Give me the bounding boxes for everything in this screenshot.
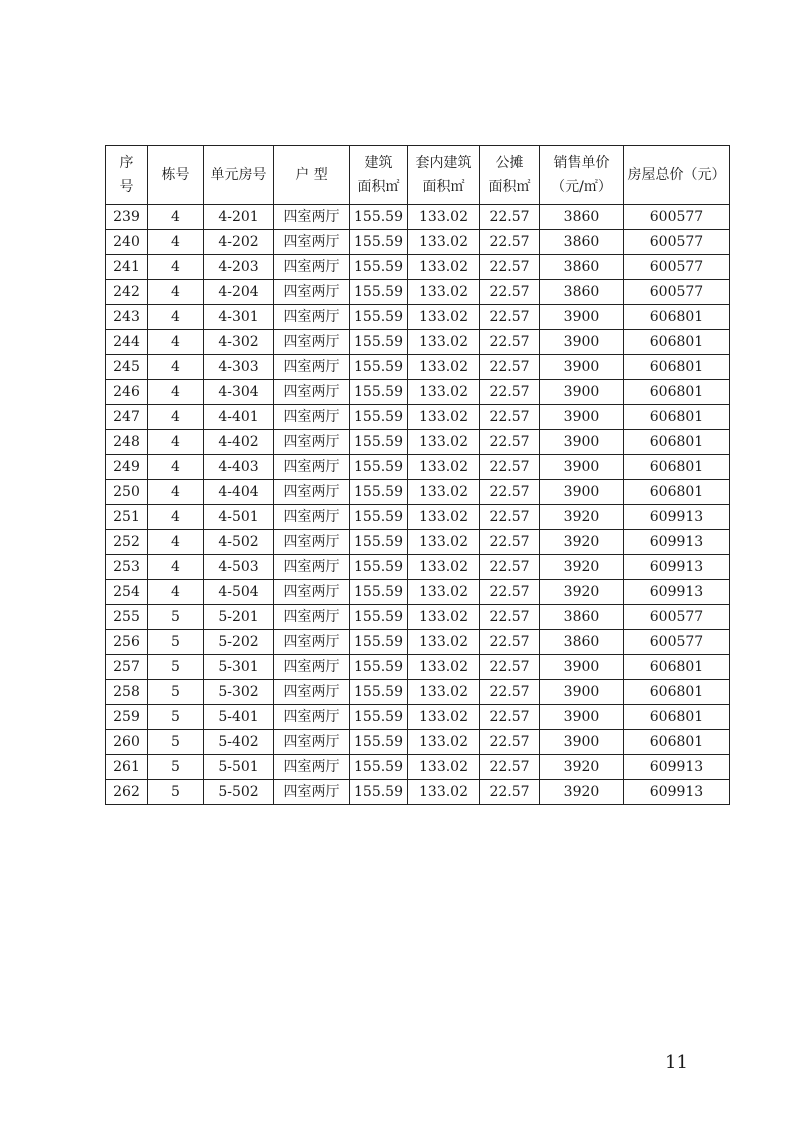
table-cell: 3860 — [540, 255, 624, 280]
table-cell: 155.59 — [350, 305, 408, 330]
table-cell: 133.02 — [408, 655, 480, 680]
column-header-line: 销售单价 — [553, 155, 610, 171]
table-cell: 606801 — [624, 430, 730, 455]
table-row — [106, 455, 730, 480]
table-cell: 22.57 — [480, 355, 540, 380]
table-cell: 249 — [106, 455, 148, 480]
table-cell: 3920 — [540, 505, 624, 530]
table-row — [106, 430, 730, 455]
table-row — [106, 230, 730, 255]
table-cell: 243 — [106, 305, 148, 330]
table-cell: 3900 — [540, 730, 624, 755]
table-cell: 5 — [148, 630, 204, 655]
table-cell: 155.59 — [350, 230, 408, 255]
table-cell: 4-403 — [204, 455, 274, 480]
table-cell: 4-304 — [204, 380, 274, 405]
table-cell: 600577 — [624, 205, 730, 230]
table-cell: 133.02 — [408, 755, 480, 780]
table-row — [106, 580, 730, 605]
table-row — [106, 355, 730, 380]
table-cell: 155.59 — [350, 255, 408, 280]
table-cell: 155.59 — [350, 205, 408, 230]
column-header-line: 建筑 — [364, 155, 393, 171]
table-cell: 245 — [106, 355, 148, 380]
table-cell: 606801 — [624, 330, 730, 355]
table-cell: 5 — [148, 730, 204, 755]
column-header — [106, 146, 148, 205]
table-cell: 4-201 — [204, 205, 274, 230]
table-cell: 4-203 — [204, 255, 274, 280]
table-cell: 22.57 — [480, 380, 540, 405]
table-cell: 248 — [106, 430, 148, 455]
table-cell: 606801 — [624, 480, 730, 505]
column-header — [204, 146, 274, 205]
table-cell: 606801 — [624, 455, 730, 480]
table-cell: 四室两厅 — [274, 705, 350, 730]
table-cell: 133.02 — [408, 355, 480, 380]
table-cell: 3900 — [540, 430, 624, 455]
table-cell: 155.59 — [350, 355, 408, 380]
table-cell: 5-201 — [204, 605, 274, 630]
table-cell: 133.02 — [408, 380, 480, 405]
table-cell: 4 — [148, 530, 204, 555]
table-cell: 3860 — [540, 280, 624, 305]
table-cell: 606801 — [624, 380, 730, 405]
table-cell: 246 — [106, 380, 148, 405]
table-row — [106, 505, 730, 530]
table-cell: 22.57 — [480, 480, 540, 505]
table-cell: 四室两厅 — [274, 730, 350, 755]
table-cell: 4 — [148, 505, 204, 530]
table-cell: 22.57 — [480, 755, 540, 780]
table-cell: 133.02 — [408, 605, 480, 630]
table-cell: 155.59 — [350, 530, 408, 555]
table-cell: 22.57 — [480, 205, 540, 230]
table-row — [106, 680, 730, 705]
table-cell: 133.02 — [408, 730, 480, 755]
table-cell: 四室两厅 — [274, 330, 350, 355]
table-cell: 251 — [106, 505, 148, 530]
column-header — [624, 146, 730, 205]
table-cell: 22.57 — [480, 230, 540, 255]
table-cell: 22.57 — [480, 280, 540, 305]
table-cell: 247 — [106, 405, 148, 430]
column-header-line: 面积㎡ — [422, 179, 465, 195]
table-cell: 155.59 — [350, 755, 408, 780]
table-cell: 5 — [148, 780, 204, 805]
table-cell: 5 — [148, 755, 204, 780]
table-cell: 606801 — [624, 405, 730, 430]
table-cell: 606801 — [624, 655, 730, 680]
housing-price-table — [105, 145, 730, 805]
table-cell: 4-501 — [204, 505, 274, 530]
table-cell: 3920 — [540, 580, 624, 605]
table-row — [106, 780, 730, 805]
column-header-line: 单元房号 — [210, 167, 267, 183]
table-cell: 3900 — [540, 680, 624, 705]
table-row — [106, 305, 730, 330]
table-cell: 3900 — [540, 355, 624, 380]
table-cell: 4 — [148, 380, 204, 405]
table-cell: 257 — [106, 655, 148, 680]
table-cell: 155.59 — [350, 780, 408, 805]
table-cell: 5-202 — [204, 630, 274, 655]
table-cell: 3860 — [540, 630, 624, 655]
table-cell: 四室两厅 — [274, 205, 350, 230]
table-cell: 4-504 — [204, 580, 274, 605]
table-cell: 609913 — [624, 580, 730, 605]
table-cell: 606801 — [624, 355, 730, 380]
table-cell: 四室两厅 — [274, 480, 350, 505]
table-cell: 133.02 — [408, 555, 480, 580]
table-cell: 四室两厅 — [274, 630, 350, 655]
table-cell: 22.57 — [480, 705, 540, 730]
column-header-line: 序 — [119, 155, 134, 171]
table-cell: 4 — [148, 205, 204, 230]
table-cell: 256 — [106, 630, 148, 655]
table-cell: 133.02 — [408, 530, 480, 555]
table-cell: 4 — [148, 480, 204, 505]
table-cell: 155.59 — [350, 430, 408, 455]
table-cell: 4 — [148, 230, 204, 255]
table-cell: 5-501 — [204, 755, 274, 780]
column-header-line: 面积㎡ — [357, 179, 400, 195]
table-cell: 3900 — [540, 305, 624, 330]
table-cell: 133.02 — [408, 630, 480, 655]
table-cell: 155.59 — [350, 630, 408, 655]
table-cell: 600577 — [624, 255, 730, 280]
column-header — [408, 146, 480, 205]
table-cell: 606801 — [624, 730, 730, 755]
table-cell: 261 — [106, 755, 148, 780]
table-cell: 四室两厅 — [274, 305, 350, 330]
table-cell: 241 — [106, 255, 148, 280]
table-cell: 3900 — [540, 705, 624, 730]
table-cell: 155.59 — [350, 555, 408, 580]
table-cell: 4 — [148, 405, 204, 430]
table-cell: 22.57 — [480, 580, 540, 605]
table-cell: 四室两厅 — [274, 255, 350, 280]
column-header-line: 栋号 — [161, 167, 190, 183]
table-cell: 3920 — [540, 755, 624, 780]
column-header — [480, 146, 540, 205]
table-cell: 4-404 — [204, 480, 274, 505]
table-cell: 四室两厅 — [274, 655, 350, 680]
table-cell: 254 — [106, 580, 148, 605]
table-cell: 5-502 — [204, 780, 274, 805]
table-cell: 606801 — [624, 705, 730, 730]
table-cell: 155.59 — [350, 655, 408, 680]
column-header-line: 房屋总价（元） — [627, 167, 726, 183]
table-cell: 3900 — [540, 480, 624, 505]
table-cell: 22.57 — [480, 680, 540, 705]
table-cell: 四室两厅 — [274, 530, 350, 555]
column-header-line: 面积㎡ — [488, 179, 531, 195]
table-cell: 四室两厅 — [274, 455, 350, 480]
table-cell: 262 — [106, 780, 148, 805]
table-cell: 5-402 — [204, 730, 274, 755]
table-cell: 四室两厅 — [274, 780, 350, 805]
table-cell: 22.57 — [480, 455, 540, 480]
table-cell: 3920 — [540, 530, 624, 555]
table-cell: 133.02 — [408, 305, 480, 330]
table-cell: 3920 — [540, 780, 624, 805]
table-cell: 133.02 — [408, 205, 480, 230]
table-cell: 133.02 — [408, 430, 480, 455]
table-cell: 155.59 — [350, 455, 408, 480]
table-cell: 600577 — [624, 280, 730, 305]
table-cell: 3860 — [540, 205, 624, 230]
column-header-line: 套内建筑 — [415, 155, 472, 171]
table-cell: 四室两厅 — [274, 430, 350, 455]
table-cell: 133.02 — [408, 405, 480, 430]
table-cell: 4-503 — [204, 555, 274, 580]
table-cell: 22.57 — [480, 530, 540, 555]
table-cell: 609913 — [624, 505, 730, 530]
table-cell: 4-202 — [204, 230, 274, 255]
table-cell: 22.57 — [480, 780, 540, 805]
table-cell: 133.02 — [408, 480, 480, 505]
table-cell: 4 — [148, 455, 204, 480]
table-cell: 252 — [106, 530, 148, 555]
table-cell: 155.59 — [350, 730, 408, 755]
table-cell: 四室两厅 — [274, 605, 350, 630]
table-cell: 22.57 — [480, 405, 540, 430]
table-cell: 3900 — [540, 380, 624, 405]
table-cell: 22.57 — [480, 630, 540, 655]
table-cell: 四室两厅 — [274, 680, 350, 705]
table-header-row — [106, 146, 730, 205]
table-cell: 22.57 — [480, 730, 540, 755]
table-cell: 22.57 — [480, 330, 540, 355]
table-row — [106, 630, 730, 655]
table-cell: 22.57 — [480, 255, 540, 280]
table-cell: 四室两厅 — [274, 755, 350, 780]
table-cell: 255 — [106, 605, 148, 630]
table-cell: 133.02 — [408, 455, 480, 480]
table-cell: 5 — [148, 655, 204, 680]
table-cell: 253 — [106, 555, 148, 580]
table-cell: 155.59 — [350, 405, 408, 430]
table-row — [106, 605, 730, 630]
table-cell: 155.59 — [350, 680, 408, 705]
column-header — [350, 146, 408, 205]
table-cell: 3900 — [540, 330, 624, 355]
table-cell: 5-302 — [204, 680, 274, 705]
table-cell: 4 — [148, 555, 204, 580]
table-cell: 133.02 — [408, 780, 480, 805]
table-cell: 260 — [106, 730, 148, 755]
table-cell: 155.59 — [350, 605, 408, 630]
table-cell: 155.59 — [350, 280, 408, 305]
table-row — [106, 705, 730, 730]
table-cell: 133.02 — [408, 680, 480, 705]
table-row — [106, 280, 730, 305]
table-row — [106, 330, 730, 355]
table-cell: 22.57 — [480, 305, 540, 330]
table-cell: 606801 — [624, 680, 730, 705]
table-row — [106, 755, 730, 780]
table-cell: 3900 — [540, 655, 624, 680]
table-row — [106, 555, 730, 580]
table-cell: 133.02 — [408, 580, 480, 605]
table-cell: 133.02 — [408, 705, 480, 730]
table-cell: 5 — [148, 605, 204, 630]
table-cell: 609913 — [624, 755, 730, 780]
table-cell: 133.02 — [408, 505, 480, 530]
table-cell: 22.57 — [480, 655, 540, 680]
table-cell: 4 — [148, 255, 204, 280]
table-cell: 4 — [148, 355, 204, 380]
table-cell: 609913 — [624, 530, 730, 555]
table-row — [106, 730, 730, 755]
table-cell: 4-302 — [204, 330, 274, 355]
table-cell: 4-301 — [204, 305, 274, 330]
page-number: 11 — [665, 1052, 688, 1073]
table-cell: 155.59 — [350, 480, 408, 505]
table-cell: 3900 — [540, 455, 624, 480]
table-cell: 4 — [148, 305, 204, 330]
table-cell: 133.02 — [408, 230, 480, 255]
column-header-line: （元/㎡） — [551, 179, 612, 195]
table-cell: 4 — [148, 280, 204, 305]
table-cell: 四室两厅 — [274, 380, 350, 405]
table-cell: 4-402 — [204, 430, 274, 455]
table-cell: 4 — [148, 580, 204, 605]
table-cell: 600577 — [624, 230, 730, 255]
table-cell: 3900 — [540, 405, 624, 430]
table-cell: 5 — [148, 705, 204, 730]
table-cell: 四室两厅 — [274, 555, 350, 580]
table-cell: 5 — [148, 680, 204, 705]
table-cell: 22.57 — [480, 555, 540, 580]
table-cell: 22.57 — [480, 430, 540, 455]
table-cell: 133.02 — [408, 280, 480, 305]
table-cell: 244 — [106, 330, 148, 355]
table-row — [106, 530, 730, 555]
table-cell: 四室两厅 — [274, 580, 350, 605]
table-cell: 609913 — [624, 555, 730, 580]
column-header-line: 公摊 — [495, 155, 524, 171]
table-cell: 3860 — [540, 230, 624, 255]
column-header — [274, 146, 350, 205]
table-cell: 133.02 — [408, 330, 480, 355]
table-row — [106, 480, 730, 505]
table-cell: 四室两厅 — [274, 405, 350, 430]
table-cell: 5-301 — [204, 655, 274, 680]
table-row — [106, 380, 730, 405]
table-row — [106, 205, 730, 230]
table-cell: 600577 — [624, 605, 730, 630]
table-cell: 4-204 — [204, 280, 274, 305]
table-row — [106, 655, 730, 680]
table-cell: 4 — [148, 330, 204, 355]
table-cell: 133.02 — [408, 255, 480, 280]
table-cell: 155.59 — [350, 380, 408, 405]
table-cell: 4-303 — [204, 355, 274, 380]
table-cell: 四室两厅 — [274, 355, 350, 380]
table-cell: 4 — [148, 430, 204, 455]
table-cell: 155.59 — [350, 705, 408, 730]
table-cell: 四室两厅 — [274, 230, 350, 255]
table-cell: 22.57 — [480, 605, 540, 630]
table-cell: 155.59 — [350, 580, 408, 605]
table-cell: 4-502 — [204, 530, 274, 555]
table-body — [106, 205, 730, 805]
column-header — [148, 146, 204, 205]
table-cell: 240 — [106, 230, 148, 255]
table-cell: 239 — [106, 205, 148, 230]
table-cell: 3920 — [540, 555, 624, 580]
table-cell: 22.57 — [480, 505, 540, 530]
column-header-line: 户 型 — [295, 167, 328, 183]
table-cell: 155.59 — [350, 505, 408, 530]
table-cell: 258 — [106, 680, 148, 705]
table-cell: 250 — [106, 480, 148, 505]
table-cell: 600577 — [624, 630, 730, 655]
table-cell: 609913 — [624, 780, 730, 805]
table-cell: 155.59 — [350, 330, 408, 355]
table-cell: 3860 — [540, 605, 624, 630]
table-cell: 4-401 — [204, 405, 274, 430]
table-cell: 四室两厅 — [274, 280, 350, 305]
table-row — [106, 405, 730, 430]
table-cell: 259 — [106, 705, 148, 730]
column-header-line: 号 — [119, 179, 134, 195]
column-header — [540, 146, 624, 205]
table-cell: 606801 — [624, 305, 730, 330]
table-cell: 5-401 — [204, 705, 274, 730]
table-row — [106, 255, 730, 280]
table-cell: 四室两厅 — [274, 505, 350, 530]
table-cell: 242 — [106, 280, 148, 305]
